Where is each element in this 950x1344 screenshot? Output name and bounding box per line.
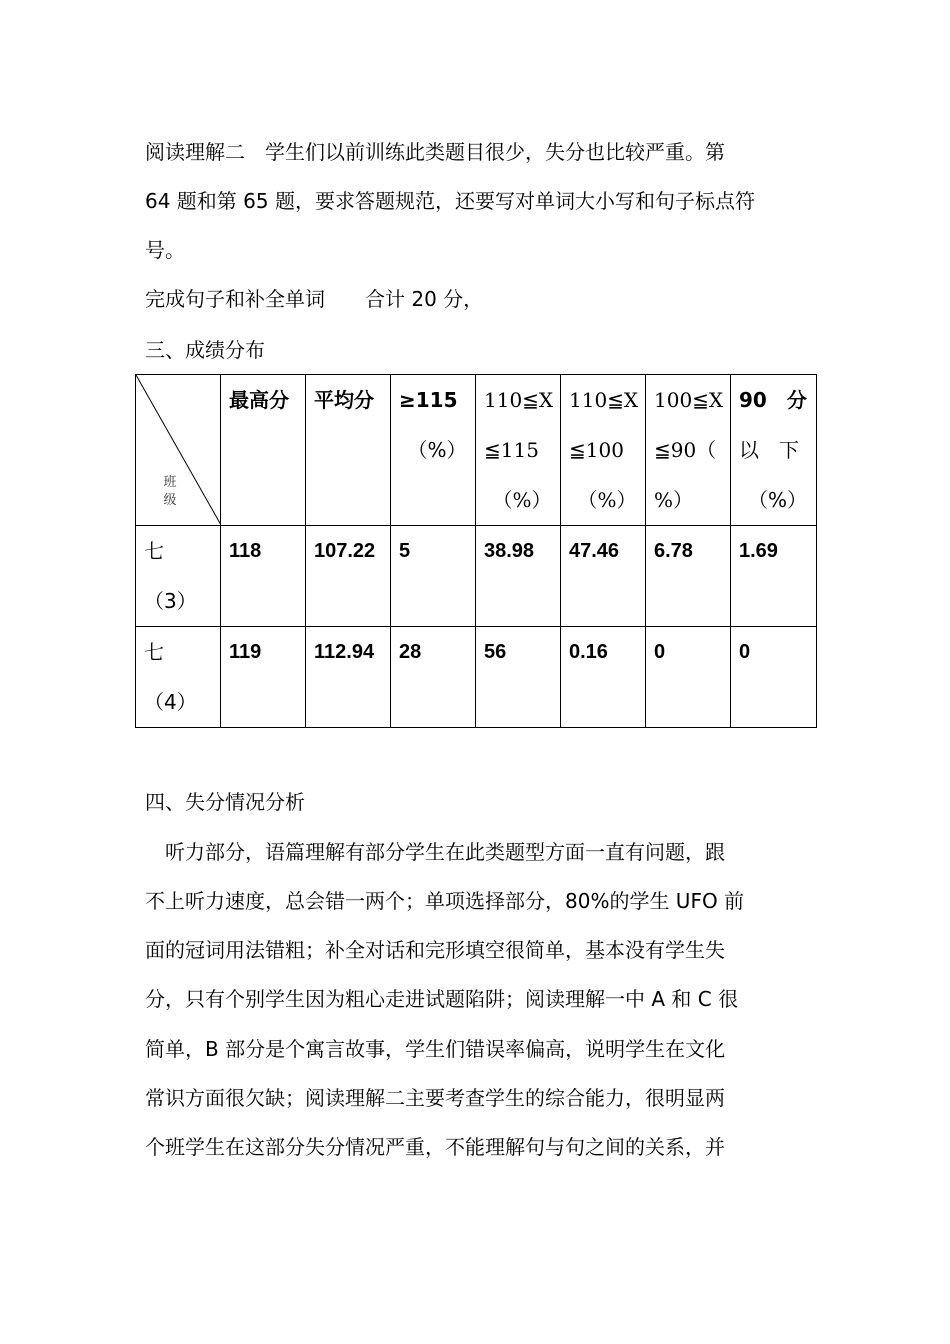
range-110-100-cell: 47.46 [561,526,646,627]
range-110-100-cell: 0.16 [561,627,646,728]
ge115-cell: 5 [391,526,476,627]
paragraph-line: 完成句子和补全单词 合计 20 分， [145,287,484,311]
below-90-cell: 0 [731,627,817,728]
paragraph-line: 号。 [145,238,185,262]
table-row [136,627,817,728]
section-heading: 三、成绩分布 [145,338,265,362]
header-110-100: 110≦X ≦100 （%） [561,375,646,526]
avg-score-cell: 107.22 [306,526,391,627]
header-avg-score: 平均分 [306,375,391,526]
header-110-115: 110≦X ≦115 （%） [476,375,561,526]
paragraph-line: 阅读理解二 学生们以前训练此类题目很少，失分也比较严重。第 [145,140,725,164]
section-heading: 四、失分情况分析 [145,790,305,814]
paragraph-line: 简单，B 部分是个寓言故事，学生们错误率偏高，说明学生在文化 [145,1037,726,1061]
grade-distribution-table [135,374,817,728]
range-110-115-cell: 38.98 [476,526,561,627]
paragraph-line: 个班学生在这部分失分情况严重，不能理解句与句之间的关系，并 [145,1135,725,1159]
header-ge115: ≥115 （%） [391,375,476,526]
table-row [136,526,817,627]
max-score-cell: 119 [221,627,306,728]
paragraph-line: 面的冠词用法错粗；补全对话和完形填空很简单，基本没有学生失 [145,938,725,962]
paragraph-line: 常识方面很欠缺；阅读理解二主要考查学生的综合能力，很明显两 [145,1086,725,1110]
below-90-cell: 1.69 [731,526,817,627]
header-max-score: 最高分 [221,375,306,526]
ge115-cell: 28 [391,627,476,728]
paragraph-line: 听力部分，语篇理解有部分学生在此类题型方面一直有问题，跟 [145,840,725,864]
paragraph-line: 分，只有个别学生因为粗心走进试题陷阱；阅读理解一中 A 和 C 很 [145,987,739,1011]
range-110-115-cell: 56 [476,627,561,728]
range-100-90-cell: 0 [646,627,731,728]
diagonal-divider [136,375,221,525]
corner-cell [136,375,221,526]
class-cell: 七 （4） [136,627,221,728]
paragraph-line: 64 题和第 65 题，要求答题规范，还要写对单词大小写和句子标点符 [145,189,755,213]
table-header-row [136,375,817,526]
max-score-cell: 118 [221,526,306,627]
header-100-90: 100≦X ≦90（ %） [646,375,731,526]
avg-score-cell: 112.94 [306,627,391,728]
class-cell: 七 （3） [136,526,221,627]
paragraph-line: 不上听力速度，总会错一两个；单项选择部分，80%的学生 UFO 前 [145,889,745,913]
class-label: 班级 [163,475,177,508]
header-below-90: 90 分 以 下 （%） [731,375,817,526]
range-100-90-cell: 6.78 [646,526,731,627]
